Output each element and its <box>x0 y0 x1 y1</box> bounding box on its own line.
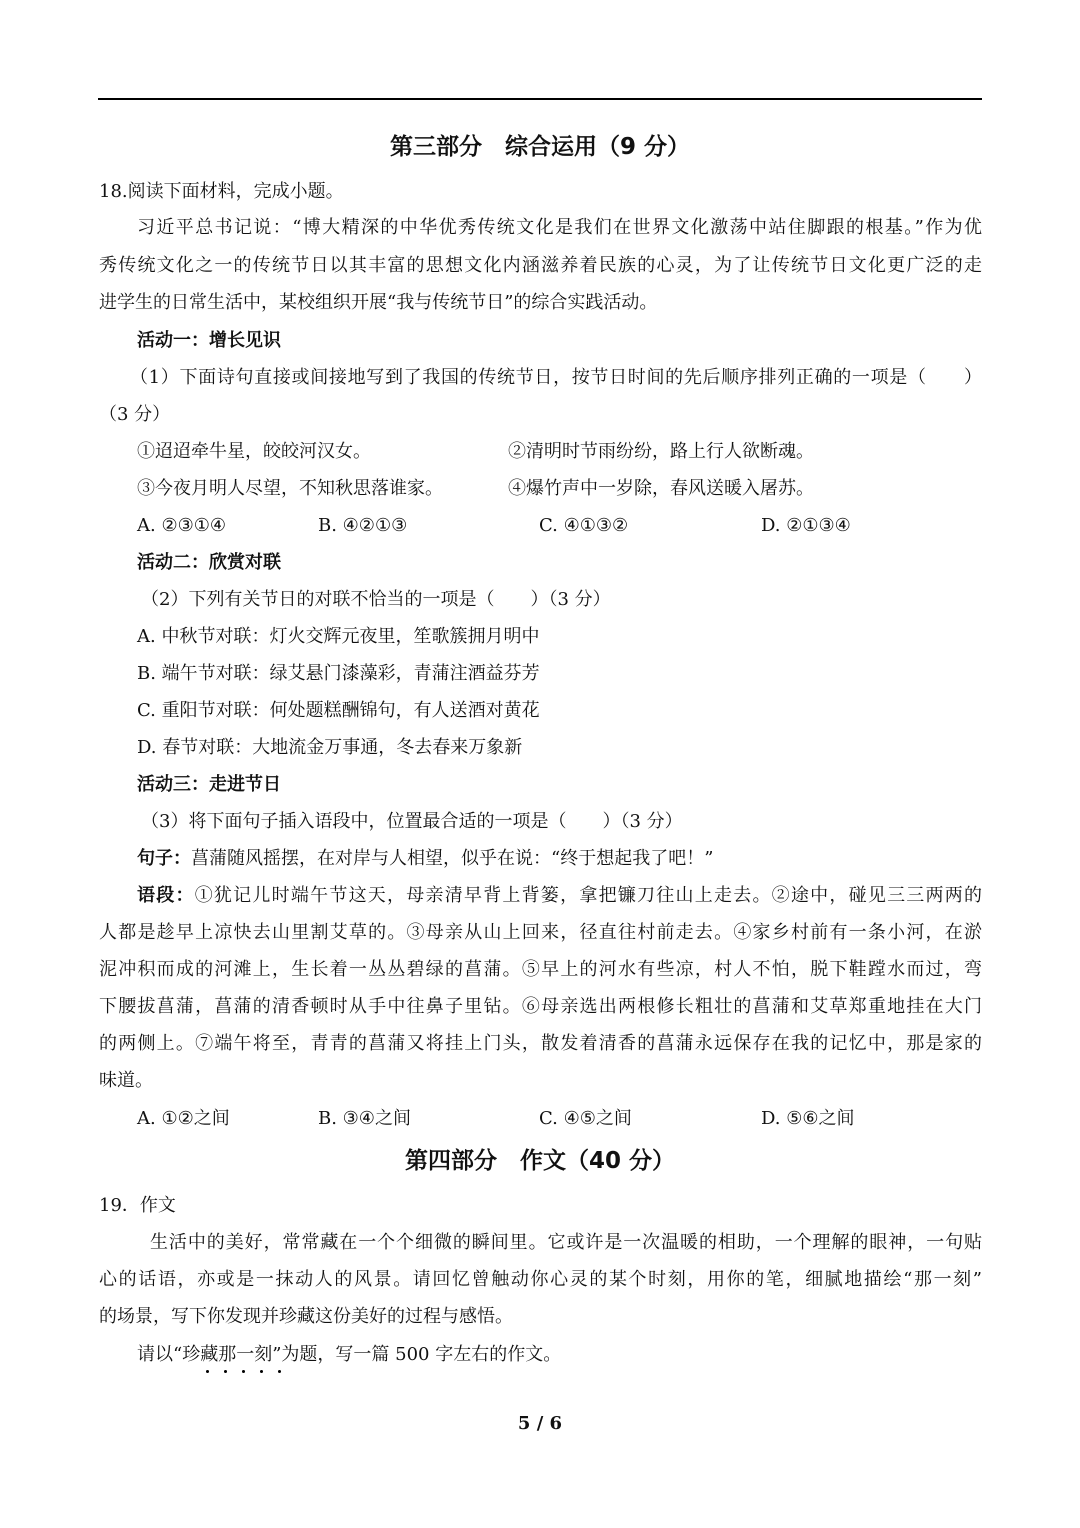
activity2-option-b: B. 端午节对联：绿艾悬门漆藻彩，青蒲注酒益芬芳 <box>137 663 540 684</box>
activity2-option-c: C. 重阳节对联：何处题糕酬锦句，有人送酒对黄花 <box>137 700 540 721</box>
paragraph-label: 语段： <box>137 885 195 906</box>
activity3-option-d: D. ⑤⑥之间 <box>761 1108 855 1129</box>
part3-title: 第三部分 综合运用（9 分） <box>389 134 690 160</box>
paragraph-line-1 <box>137 884 982 908</box>
sentence-text: 菖蒲随风摇摆，在对岸与人相望，似乎在说：“终于想起我了吧！” <box>191 848 714 869</box>
header-rule <box>98 98 982 100</box>
sentence-label: 句子： <box>137 848 191 869</box>
prompt-line-2: 心的话语，亦或是一抹动人的风景。请回忆曾触动你心灵的某个时刻，用你的笔，细腻地描绘“那一刻” <box>99 1269 982 1290</box>
activity3-title: 活动三：走进节日 <box>137 774 281 795</box>
activity1-question: （1）下面诗句直接或间接地写到了我国的传统节日，按节日时间的先后顺序排列正确的一项是（ ） <box>130 367 982 388</box>
activity2-option-a: A. 中秋节对联：灯火交辉元夜里，笙歌簇拥月明中 <box>137 626 540 647</box>
activity1-title: 活动一：增长见识 <box>137 330 281 351</box>
q19-title: 19．作文 <box>99 1195 176 1216</box>
part4-title: 第四部分 作文（40 分） <box>404 1148 675 1174</box>
emphasis-dot <box>224 1370 227 1373</box>
passage-line-3: 进学生的日常生活中，某校组织开展“我与传统节日”的综合实践活动。 <box>99 292 658 313</box>
activity2-question: （2）下列有关节日的对联不恰当的一项是（ ）（3 分） <box>141 589 611 610</box>
activity1-option-c: C. ④①③② <box>539 515 629 536</box>
paragraph-line-2: 人都是趁早上凉快去山里割艾草的。③母亲从山上回来，径直往村前走去。④家乡村前有一条小河，在淤 <box>99 922 982 943</box>
prompt-line-3: 的场景，写下你发现并珍藏这份美好的过程与感悟。 <box>99 1306 513 1327</box>
activity3-option-b: B. ③④之间 <box>318 1108 411 1129</box>
emphasis-dot <box>242 1370 245 1373</box>
essay-instruction: 请以“珍藏那一刻”为题，写一篇 500 字左右的作文。 <box>137 1344 562 1365</box>
poem-4: ④爆竹声中一岁除，春风送暖入屠苏。 <box>508 478 814 499</box>
activity3-question: （3）将下面句子插入语段中，位置最合适的一项是（ ）（3 分） <box>141 811 683 832</box>
paragraph-line-3: 泥冲积而成的河滩上，生长着一丛丛碧绿的菖蒲。⑤早上的河水有些凉，村人不怕，脱下鞋蹚水而过，弯 <box>99 959 982 980</box>
paragraph-line-5: 的两侧上。⑦端午将至，青青的菖蒲又将挂上门头，散发着清香的菖蒲永远保存在我的记忆中，那是家的 <box>99 1033 982 1054</box>
activity3-option-a: A. ①②之间 <box>137 1108 230 1129</box>
passage-line-2: 秀传统文化之一的传统节日以其丰富的思想文化内涵滋养着民族的心灵，为了让传统节日文化更广泛的走 <box>99 255 982 276</box>
poem-1: ①迢迢牵牛星，皎皎河汉女。 <box>137 441 371 462</box>
emphasis-dot <box>206 1370 209 1373</box>
activity1-option-a: A. ②③①④ <box>137 515 226 536</box>
activity2-option-d: D. 春节对联：大地流金万事通，冬去春来万象新 <box>137 737 523 758</box>
emphasis-dot <box>278 1370 281 1373</box>
poem-3: ③今夜月明人尽望，不知秋思落谁家。 <box>137 478 443 499</box>
q18-intro: 18.阅读下面材料，完成小题。 <box>99 181 344 202</box>
paragraph-text-1: ①犹记儿时端午节这天，母亲清早背上背篓，拿把镰刀往山上走去。②途中，碰见三三两两的 <box>194 885 983 906</box>
paragraph-line-6: 味道。 <box>99 1070 153 1091</box>
activity3-option-c: C. ④⑤之间 <box>539 1108 632 1129</box>
activity1-option-d: D. ②①③④ <box>761 515 851 536</box>
activity1-question-score: （3 分） <box>99 404 171 425</box>
activity3-sentence <box>137 847 713 871</box>
paragraph-line-4: 下腰拔菖蒲，菖蒲的清香顿时从手中往鼻子里钻。⑥母亲选出两根修长粗壮的菖蒲和艾草郑重地挂在大门 <box>99 996 982 1017</box>
page-number: 5 / 6 <box>517 1413 563 1434</box>
emphasis-dot <box>260 1370 263 1373</box>
activity1-option-b: B. ④②①③ <box>318 515 408 536</box>
passage-line-1: 习近平总书记说：“博大精深的中华优秀传统文化是我们在世界文化激荡中站住脚跟的根基。”作为优 <box>137 217 982 238</box>
poem-2: ②清明时节雨纷纷，路上行人欲断魂。 <box>508 441 814 462</box>
prompt-line-1: 生活中的美好，常常藏在一个个细微的瞬间里。它或许是一次温暖的相助，一个理解的眼神，一句贴 <box>150 1232 982 1253</box>
activity2-title: 活动二：欣赏对联 <box>137 552 281 573</box>
